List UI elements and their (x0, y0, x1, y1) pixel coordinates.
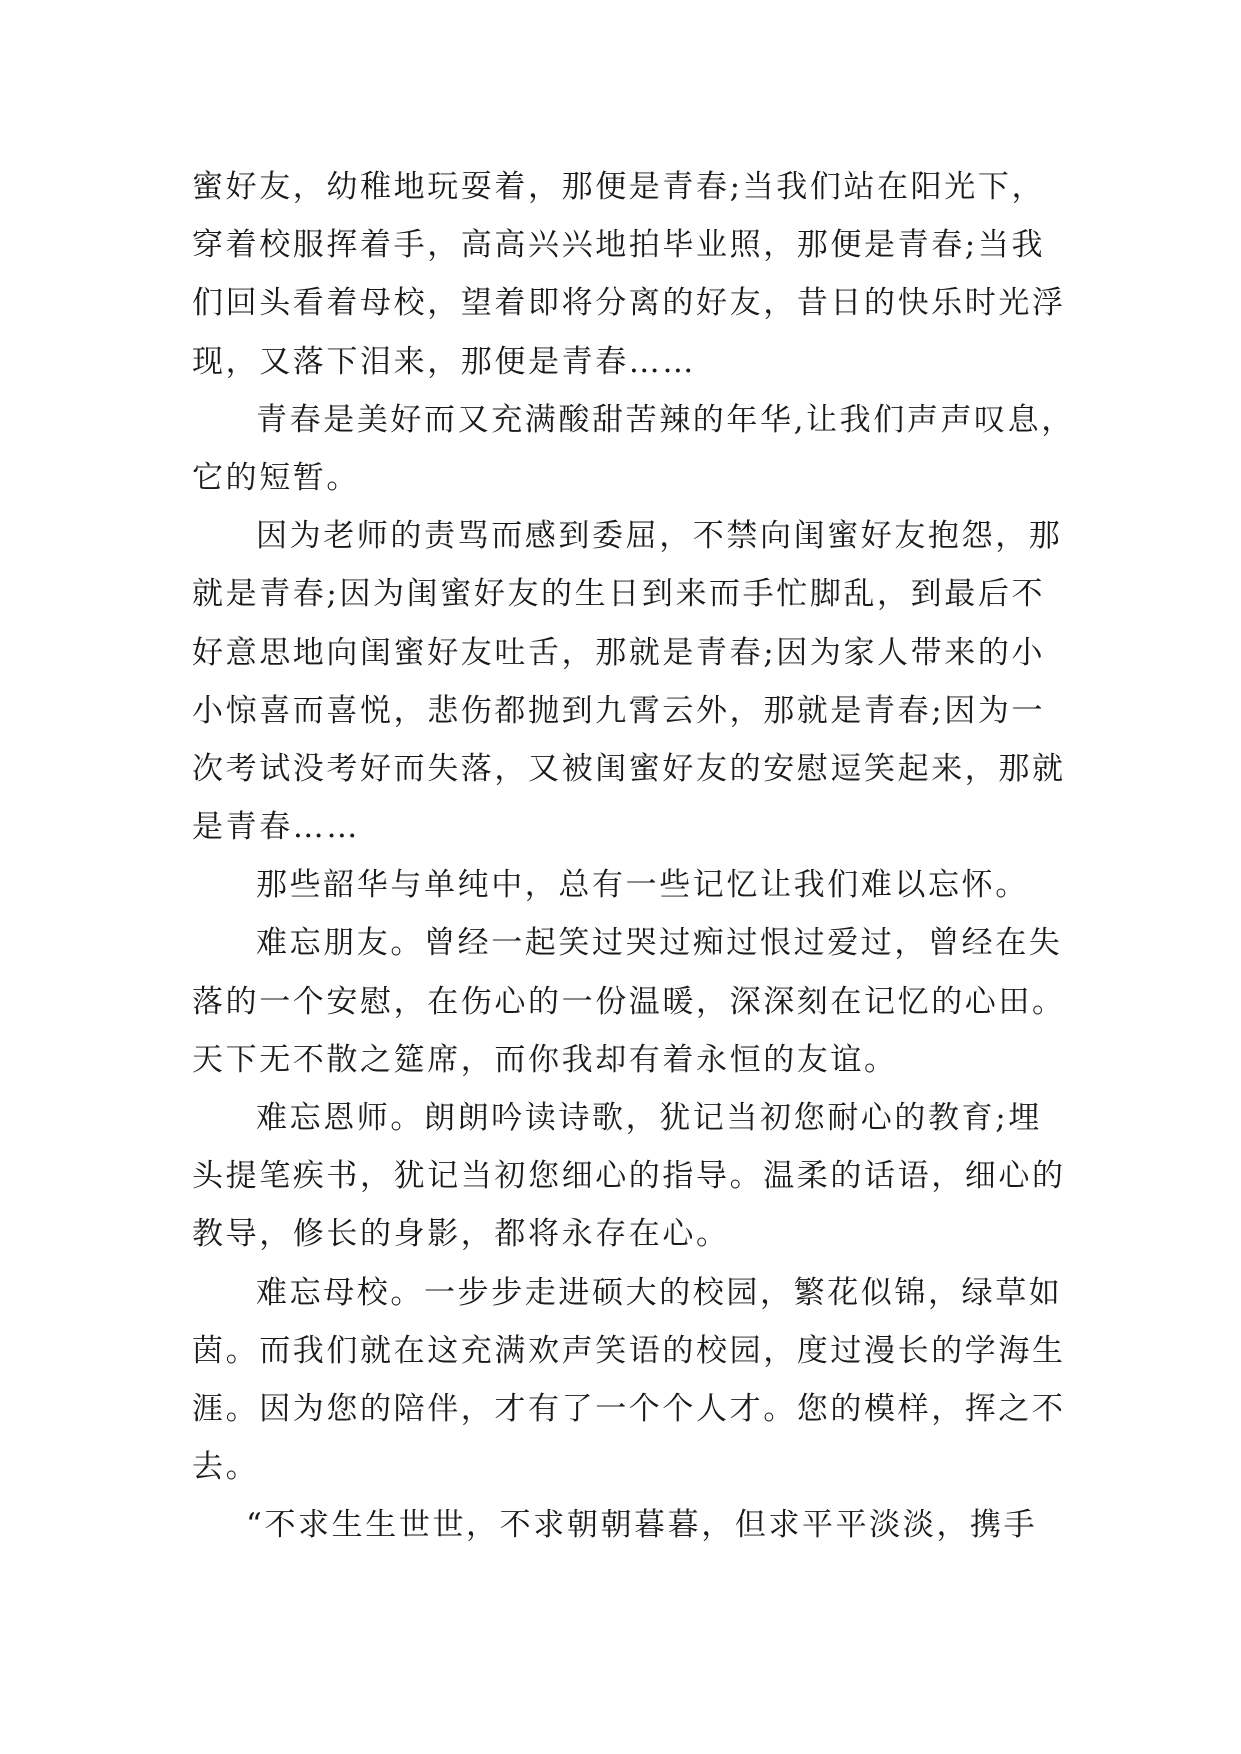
text-line: 穿着校服挥着手，高高兴兴地拍毕业照，那便是青春;当我 (192, 227, 1046, 264)
text-line: 去。 (192, 1449, 260, 1486)
paragraph-first-line: 难忘朋友。曾经一起笑过哭过痴过恨过爱过，曾经在失 (256, 925, 1063, 962)
paragraph-first-line: 难忘恩师。朗朗吟读诗歌，犹记当初您耐心的教育;埋 (256, 1100, 1042, 1136)
paragraph-first-line: 因为老师的责骂而感到委屈，不禁向闺蜜好友抱怨，那 (256, 518, 1063, 555)
text-line: 是青春…… (192, 809, 360, 846)
paragraph-first-line: “不求生生世世，不求朝朝暮暮，但求平平淡淡，携手 (246, 1507, 1038, 1544)
text-line: 教导，修长的身影，都将永存在心。 (192, 1216, 730, 1253)
text-line: 好意思地向闺蜜好友吐舌，那就是青春;因为家人带来的小 (192, 634, 1046, 671)
paragraph-first-line: 难忘母校。一步步走进硕大的校园，繁花似锦，绿草如 (256, 1274, 1063, 1311)
text-line: 涯。因为您的陪伴，才有了一个个人才。您的模样，挥之不 (192, 1390, 1066, 1427)
text-line: 次考试没考好而失落，又被闺蜜好友的安慰逗笑起来，那就 (192, 750, 1066, 787)
text-line: 小惊喜而喜悦，悲伤都抛到九霄云外，那就是青春;因为一 (192, 692, 1046, 729)
text-line: 天下无不散之筵席，而你我却有着永恒的友谊。 (192, 1041, 898, 1078)
text-line: 它的短暂。 (192, 459, 360, 496)
text-line: 蜜好友，幼稚地玩耍着，那便是青春;当我们站在阳光下， (192, 169, 1046, 205)
paragraph-first-line: 青春是美好而又充满酸甜苦辣的年华,让我们声声叹息， (256, 401, 1075, 438)
text-line: 们回头看着母校，望着即将分离的好友，昔日的快乐时光浮 (192, 285, 1066, 322)
text-line: 茵。而我们就在这充满欢声笑语的校园，度过漫长的学海生 (192, 1332, 1066, 1369)
text-line: 就是青春;因为闺蜜好友的生日到来而手忙脚乱，到最后不 (192, 576, 1046, 613)
essay-body (192, 158, 1075, 1555)
text-line: 落的一个安慰，在伤心的一份温暖，深深刻在记忆的心田。 (192, 983, 1066, 1020)
text-line: 现，又落下泪来，那便是青春…… (192, 343, 696, 380)
text-line: 头提笔疾书，犹记当初您细心的指导。温柔的话语，细心的 (192, 1158, 1066, 1195)
paragraph-first-line: 那些韶华与单纯中，总有一些记忆让我们难以忘怀。 (256, 867, 1029, 904)
